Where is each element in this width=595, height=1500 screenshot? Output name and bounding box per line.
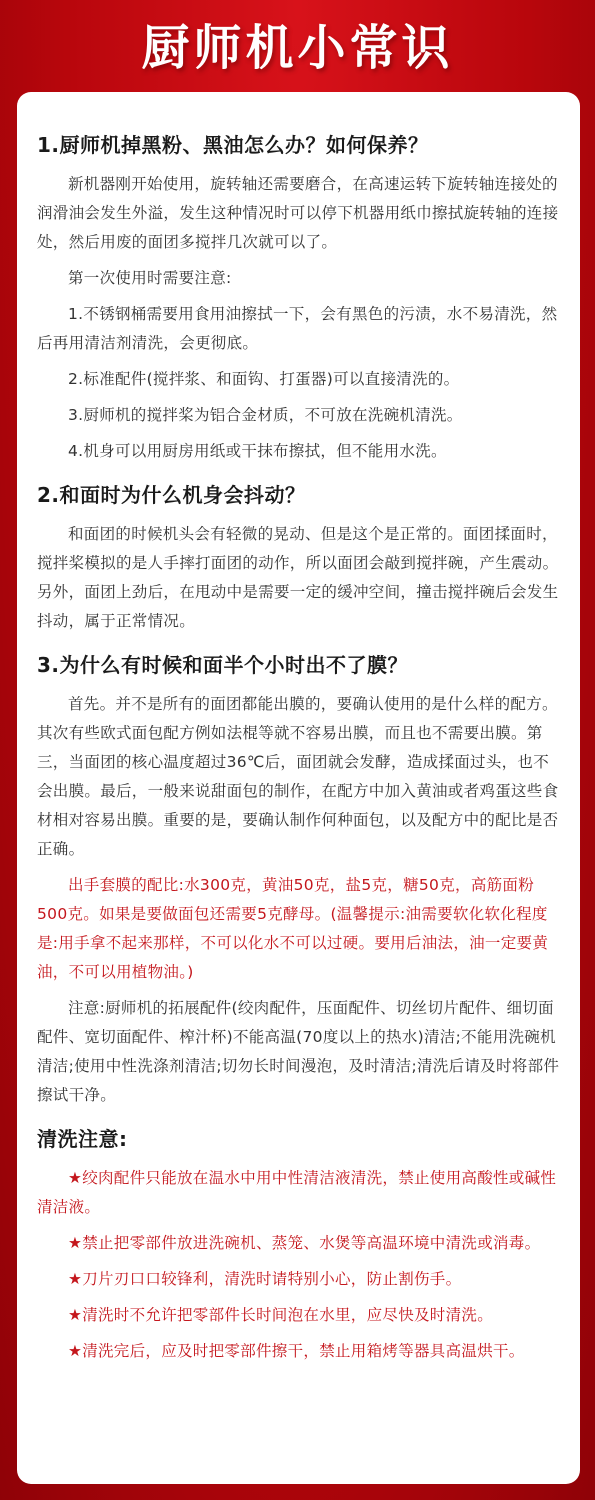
content-card <box>17 92 580 1484</box>
section-1-paragraph: 第一次使用时需要注意: <box>68 269 232 287</box>
section-1-paragraph: 1.不锈钢桶需要用食用油擦拭一下，会有黑色的污渍，水不易清洗，然后再用清洁剂清洗，会更彻底。 <box>37 305 558 352</box>
cleaning-heading: 清洗注意: <box>37 1127 128 1151</box>
cleaning-item: ★清洗完后，应及时把零部件擦干，禁止用箱烤等器具高温烘干。 <box>68 1342 525 1360</box>
section-3-heading: 3.为什么有时候和面半个小时出不了膜？ <box>37 653 409 677</box>
section-2-heading: 2.和面时为什么机身会抖动？ <box>37 483 306 507</box>
section-1-paragraph: 3.厨师机的搅拌桨为铝合金材质，不可放在洗碗机清洗。 <box>68 406 463 424</box>
cleaning-item: ★刀片刃口口较锋利，清洗时请特别小心，防止割伤手。 <box>68 1270 462 1288</box>
section-1-paragraph: 新机器刚开始使用，旋转轴还需要磨合，在高速运转下旋转轴连接处的润滑油会发生外溢，发生这种情况时可以停下机器用纸巾擦拭旋转轴的连接处，然后用废的面团多搅拌几次就可以了。 <box>37 175 559 251</box>
accessory-note-paragraph: 注意:厨师机的拓展配件(绞肉配件，压面配件、切丝切片配件、细切面配件、宽切面配件、榨汁杯)不能高温(70度以上的热水)清洁;不能用洗碗机清洁;使用中性洗涤剂清洁;切勿长时间漫泡，及时清洁;清洗后请及时将部件擦试干净。 <box>37 999 560 1104</box>
cleaning-item: ★绞肉配件只能放在温水中用中性清洁液清洗，禁止使用高酸性或碱性清洁液。 <box>37 1169 557 1216</box>
cleaning-item: ★禁止把零部件放进洗碗机、蒸笼、水煲等高温环境中清洗或消毒。 <box>68 1234 541 1252</box>
section-1-heading: 1.厨师机掉黑粉、黑油怎么办？如何保养？ <box>37 133 429 157</box>
page-title: 厨师机小常识 <box>141 20 454 76</box>
recipe-ratio-paragraph: 出手套膜的配比:水300克，黄油50克，盐5克，糖50克，高筋面粉500克。如果是要做面包还需要5克酵母。(温馨提示:油需要软化软化程度是:用手拿不起来那样，不可以化水不可以过硬。要用后油法，油一定要黄油，不可以用植物油。) <box>37 876 549 981</box>
section-1-paragraph: 2.标准配件(搅拌浆、和面钩、打蛋器)可以直接清洗的。 <box>68 370 460 388</box>
cleaning-item: ★清洗时不允许把零部件长时间泡在水里，应尽快及时清洗。 <box>68 1306 493 1324</box>
cleaning-list <box>37 1164 562 1366</box>
section-3-paragraph: 首先。并不是所有的面团都能出膜的，要确认使用的是什么样的配方。其次有些欧式面包配方例如法棍等就不容易出膜，而且也不需要出膜。第三，当面团的核心温度超过36℃后，面团就会发酵，造成揉面过头，也不会出膜。最后，一般来说甜面包的制作，在配方中加入黄油或者鸡蛋这些食材相对容易出膜。重要的是，要确认制作何种面包，以及配方中的配比是否正确。 <box>37 695 559 858</box>
section-1-paragraph: 4.机身可以用厨房用纸或干抹布擦拭，但不能用水洗。 <box>68 442 447 460</box>
section-2-paragraph: 和面团的时候机头会有轻微的晃动、但是这个是正常的。面团揉面时，搅拌桨模拟的是人手摔打面团的动作，所以面团会敲到搅拌碗，产生震动。另外，面团上劲后，在甩动中是需要一定的缓冲空间，撞击搅拌碗后会发生抖动，属于正常情况。 <box>37 525 559 630</box>
